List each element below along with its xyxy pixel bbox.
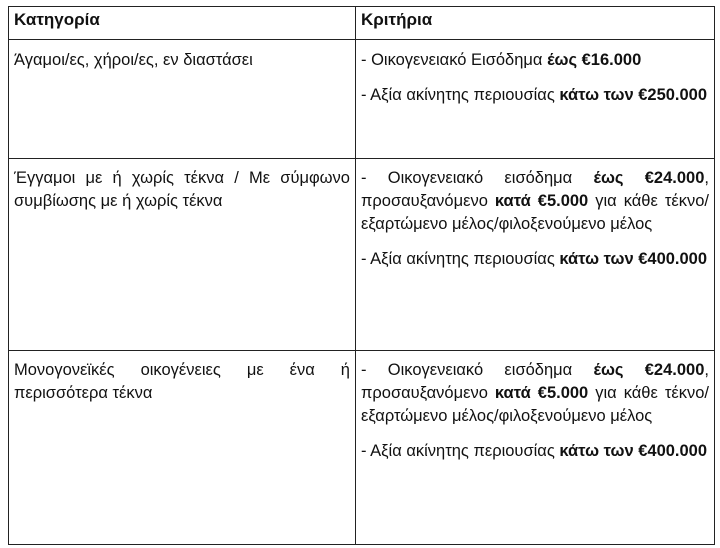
criteria-table [8,6,715,545]
table-row [9,40,715,159]
income-criterion: - Οικογενειακό εισόδημα έως €24.000, προσαυξανόμενο κατά €5.000 για κάθε τέκνο/εξαρτώμενο μέλος/φιλοξενούμενο μέλος [361,169,709,233]
category-cell: Μονογονεϊκές οικογένειες με ένα ή περισσότερα τέκνα [9,351,356,545]
property-criterion: - Αξία ακίνητης περιουσίας κάτω των €250.000 [361,86,708,104]
criteria-cell [356,159,715,351]
header-category: Κατηγορία [9,7,356,40]
category-cell: Άγαμοι/ες, χήροι/ες, εν διαστάσει [9,40,356,159]
property-criterion: - Αξία ακίνητης περιουσίας κάτω των €400.000 [361,250,708,268]
income-criterion: - Οικογενειακό εισόδημα έως €24.000, προσαυξανόμενο κατά €5.000 για κάθε τέκνο/εξαρτώμενο μέλος/φιλοξενούμενο μέλος [361,361,709,425]
income-criterion: - Οικογενειακό Εισόδημα έως €16.000 [361,51,642,69]
criteria-cell [356,351,715,545]
property-criterion: - Αξία ακίνητης περιουσίας κάτω των €400.000 [361,442,708,460]
table-header-row [9,7,715,40]
table-row [9,159,715,351]
criteria-cell [356,40,715,159]
table-row [9,351,715,545]
header-criteria: Κριτήρια [356,7,715,40]
category-cell: Έγγαμοι με ή χωρίς τέκνα / Με σύμφωνο συμβίωσης με ή χωρίς τέκνα [9,159,356,351]
